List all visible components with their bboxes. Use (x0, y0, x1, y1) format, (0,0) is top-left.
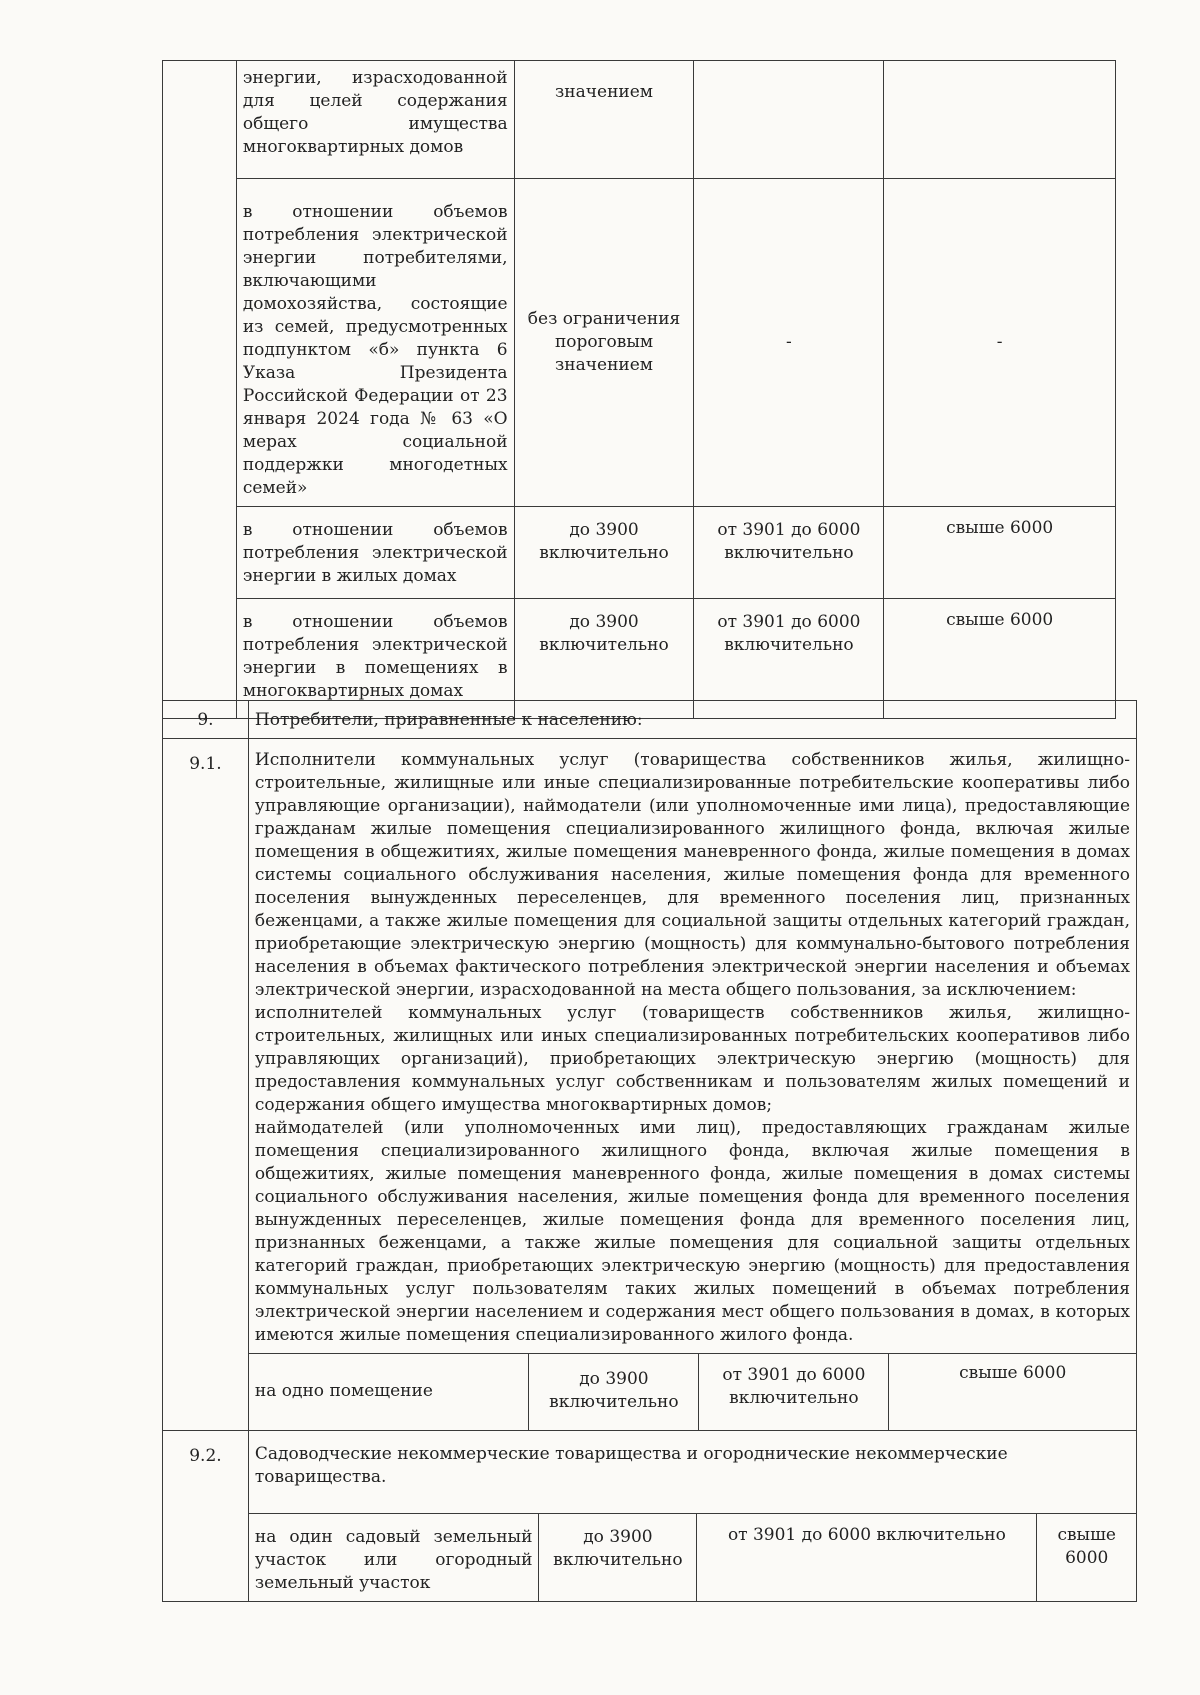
threshold-1: значением (514, 61, 694, 179)
threshold-2: от 3901 до 6000 включительно (694, 507, 884, 599)
section-body (248, 739, 1136, 1431)
table-row-section-9-2 (163, 1430, 1137, 1602)
table-item-8-continuation (162, 60, 1116, 719)
nested-threshold-table (249, 1513, 1136, 1602)
section-heading: Потребители, приравненные к населению: (248, 701, 1136, 739)
section-heading: Садоводческие некоммерческие товарищества и огороднические некоммерческие товарищества. (254, 1443, 1008, 1487)
row-label: в отношении объемов потребления электрической энергии в жилых домах (236, 507, 514, 599)
row-label: на один садовый земельный участок или огородный земельный участок (249, 1513, 539, 1601)
threshold-1: до 3900 включительно (514, 599, 694, 719)
nested-threshold-table (249, 1353, 1136, 1430)
row-label: на одно помещение (249, 1354, 529, 1430)
threshold-1: до 3900 включительно (529, 1354, 699, 1430)
threshold-3: свыше 6000 (884, 507, 1116, 599)
table-row (163, 507, 1116, 599)
table-row-section-9 (163, 701, 1137, 739)
threshold-3: свыше 6000 (889, 1354, 1136, 1430)
threshold-2: - (694, 179, 884, 507)
table-row (249, 1513, 1136, 1601)
item-number: 9.1. (163, 739, 249, 1431)
threshold-3 (884, 61, 1116, 179)
threshold-1: до 3900 включительно (539, 1513, 697, 1601)
threshold-2 (694, 61, 884, 179)
paragraph: наймодателей (или уполномоченных ими лиц), предоставляющих гражданам жилые помещения специализированного жилищного фонда, включая жилые помещения в общежитиях, жилые помещения маневренного фонда, жилые помещения в домах системы социального обслуживания населения, жилые помещения фонда для временного поселения вынужденных переселенцев, жилые помещения фонда для временного поселения лиц, признанных беженцами, а также жилые помещения для социальной защиты отдельных категорий граждан, приобретающих электрическую энергию (мощность) для предоставления коммунальных услуг пользователям таких жилых помещений в объемах потребления электрической энергии населением и содержания мест общего пользования в домах, в которых имеются жилые помещения специализированного жилого фонда. (254, 1118, 1130, 1345)
threshold-3: - (884, 179, 1116, 507)
row-number-cell (163, 61, 237, 719)
threshold-3: свыше 6000 (884, 599, 1116, 719)
paragraph: исполнителей коммунальных услуг (товариществ собственников жилья, жилищно-строительных, жилищных или иных специализированных потребительских кооперативов либо управляющих организаций), приобретающих электрическую энергию (мощность) для предоставления коммунальных услуг собственникам и пользователям жилых помещений и содержания общего имущества многоквартирных домов; (254, 1003, 1130, 1115)
item-number: 9. (163, 701, 249, 739)
table-row (249, 1354, 1136, 1430)
paragraph: Исполнители коммунальных услуг (товарищества собственников жилья, жилищно-строительные, жилищные или иные специализированные потребительские кооперативы либо управляющие организации), наймодатели (или уполномоченные ими лица), предоставляющие гражданам жилые помещения специализированного жилищного фонда, включая жилые помещения в общежитиях, жилые помещения маневренного фонда, жилые помещения в домах системы социального обслуживания населения, жилые помещения фонда для временного поселения вынужденных переселенцев, для временного поселения лиц, признанных беженцами, а также жилые помещения для социальной защиты отдельных категорий граждан, приобретающие электрическую энергию (мощность) для коммунально-бытового потребления населения в объемах фактического потребления электрической энергии населения и объемах электрической энергии, израсходованной на места общего пользования, за исключением: (254, 750, 1130, 1000)
threshold-3: свыше 6000 (1037, 1513, 1136, 1601)
threshold-2: от 3901 до 6000 включительно (697, 1513, 1037, 1601)
table-row-section-9-1 (163, 739, 1137, 1431)
threshold-2: от 3901 до 6000 включительно (699, 1354, 889, 1430)
item-number: 9.2. (163, 1430, 249, 1602)
threshold-2: от 3901 до 6000 включительно (694, 599, 884, 719)
row-label: в отношении объемов потребления электрической энергии потребителями, включающими домохозяйства, состоящие из семей, предусмотренных подпунктом «б» пункта 6 Указа Президента Российской Федерации от 23 января 2024 года № 63 «О мерах социальной поддержки многодетных семей» (236, 179, 514, 507)
row-label: в отношении объемов потребления электрической энергии в помещениях в многоквартирных домах (236, 599, 514, 719)
threshold-1: до 3900 включительно (514, 507, 694, 599)
table-row (163, 61, 1116, 179)
row-label: энергии, израсходованной для целей содержания общего имущества многоквартирных домов (236, 61, 514, 179)
table-row (163, 179, 1116, 507)
table-section-9 (162, 700, 1137, 1602)
threshold-1: без ограничения пороговым значением (514, 179, 694, 507)
section-body (248, 1430, 1136, 1602)
